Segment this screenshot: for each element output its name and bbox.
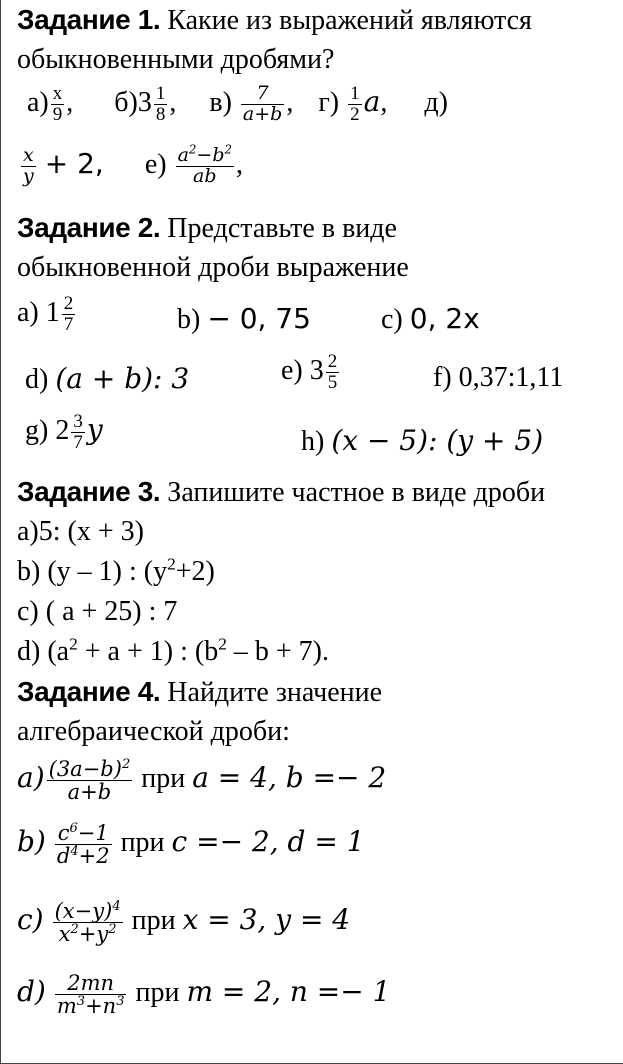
task4-item-d: d) $\frac{2mn}{m^3+n^3}$ при m = 2, n =− 1 [17,971,391,1019]
fraction: $\frac{c^6-1}{d^4+2}$ [56,821,110,869]
fraction: $\frac{(3a-b)^2}{a+b}$ [48,757,131,805]
task1-item-b: б)3 $\frac{1}{8}$ , [114,83,177,125]
task2-item-f: f) 0,37:1,11 [433,362,564,393]
task2-item-d: d) (a + b): 3 [25,362,190,395]
fraction: $\frac{2}{5}$ [327,351,338,393]
task3-heading [17,476,545,509]
fraction: $\frac{(x-y)^4}{x^2+y^2}$ [54,899,121,947]
task4-heading [17,676,382,709]
fraction: $\frac{1}{8}$ [155,83,166,125]
task2-title: Задание 2. [17,212,161,243]
fraction: $\frac{3}{7}$ [73,411,83,453]
task4-item-a: a) $\frac{(3a-b)^2}{a+b}$ при a = 4, b =− 2 [17,757,387,805]
task2-item-g: g) 2 $\frac{3}{7}$ y [25,411,103,453]
task3-title: Задание 3. [17,476,161,507]
fraction: $\frac{7}{a+b}$ [242,82,283,125]
task2-item-h: h) (x − 5): (y + 5) [301,424,544,457]
task3-text: Запишите частное в виде дроби [167,477,546,508]
task2-item-b: b) − 0, 75 [177,302,311,335]
fraction: $\frac{2mn}{m^3+n^3}$ [56,971,125,1019]
task3-item-a: a)5: (x + 3) [17,516,144,547]
task2-text-line2: обыкновенной дроби выражение [17,252,409,283]
task3-item-b: b) (y – 1) : $(y^2+2)$ [17,554,215,587]
fraction: $\frac{x}{9}$ [52,83,63,125]
task2-item-e: e) 3 $\frac{2}{5}$ [281,351,338,393]
task1-item-d: г) $\frac{1}{2}$ a, [318,83,388,125]
fraction: $\frac{1}{2}$ [350,83,360,125]
task1-heading [17,4,532,37]
task4-text-line1: Найдите значение [167,677,383,708]
task1-row2 [19,142,243,187]
task4-title: Задание 4. [17,676,161,707]
task2-heading [17,212,397,245]
task2-item-a: a) 1 $\frac{2}{7}$ [17,293,74,335]
task1-item-a: а) $\frac{x}{9}$ , [27,83,74,125]
task1-item-e: $\frac{x}{y}$ + 2, [23,144,104,187]
task1-title: Задание 1. [17,4,161,35]
task4-item-b: b) $\frac{c^6-1}{d^4+2}$ при c =− 2, d = 1 [17,821,365,869]
task3-item-c: c) ( a + 25) : 7 [17,596,178,627]
task1-item-c: в) $\frac{7}{a+b}$ , [209,82,294,125]
task3-item-d: d) $(a^2 + a + 1)$ : $(b^2 - b + 7)$. [17,634,330,667]
task1-row1 [27,84,448,125]
task1-text-line1: Какие из выражений являются [167,5,532,36]
task1-text-line2: обыкновенными дробями? [17,44,335,75]
task1-item-e-label: д) [424,86,448,118]
task4-text-line2: алгебраической дроби: [17,716,290,747]
fraction: $\frac{2}{7}$ [63,293,74,335]
fraction: $\frac{x}{y}$ [23,144,34,187]
task2-item-c: c) 0, 2x [381,302,480,335]
task2-row1 [17,294,77,335]
fraction: $\frac{a^2-b^2}{ab}$ [177,142,232,187]
task2-text-line1: Представьте в виде [167,213,397,244]
task4-item-c: c) $\frac{(x-y)^4}{x^2+y^2}$ при x = 3, y = 4 [17,899,351,947]
task1-item-f: е) $\frac{a^2-b^2}{ab}$ , [144,142,243,187]
